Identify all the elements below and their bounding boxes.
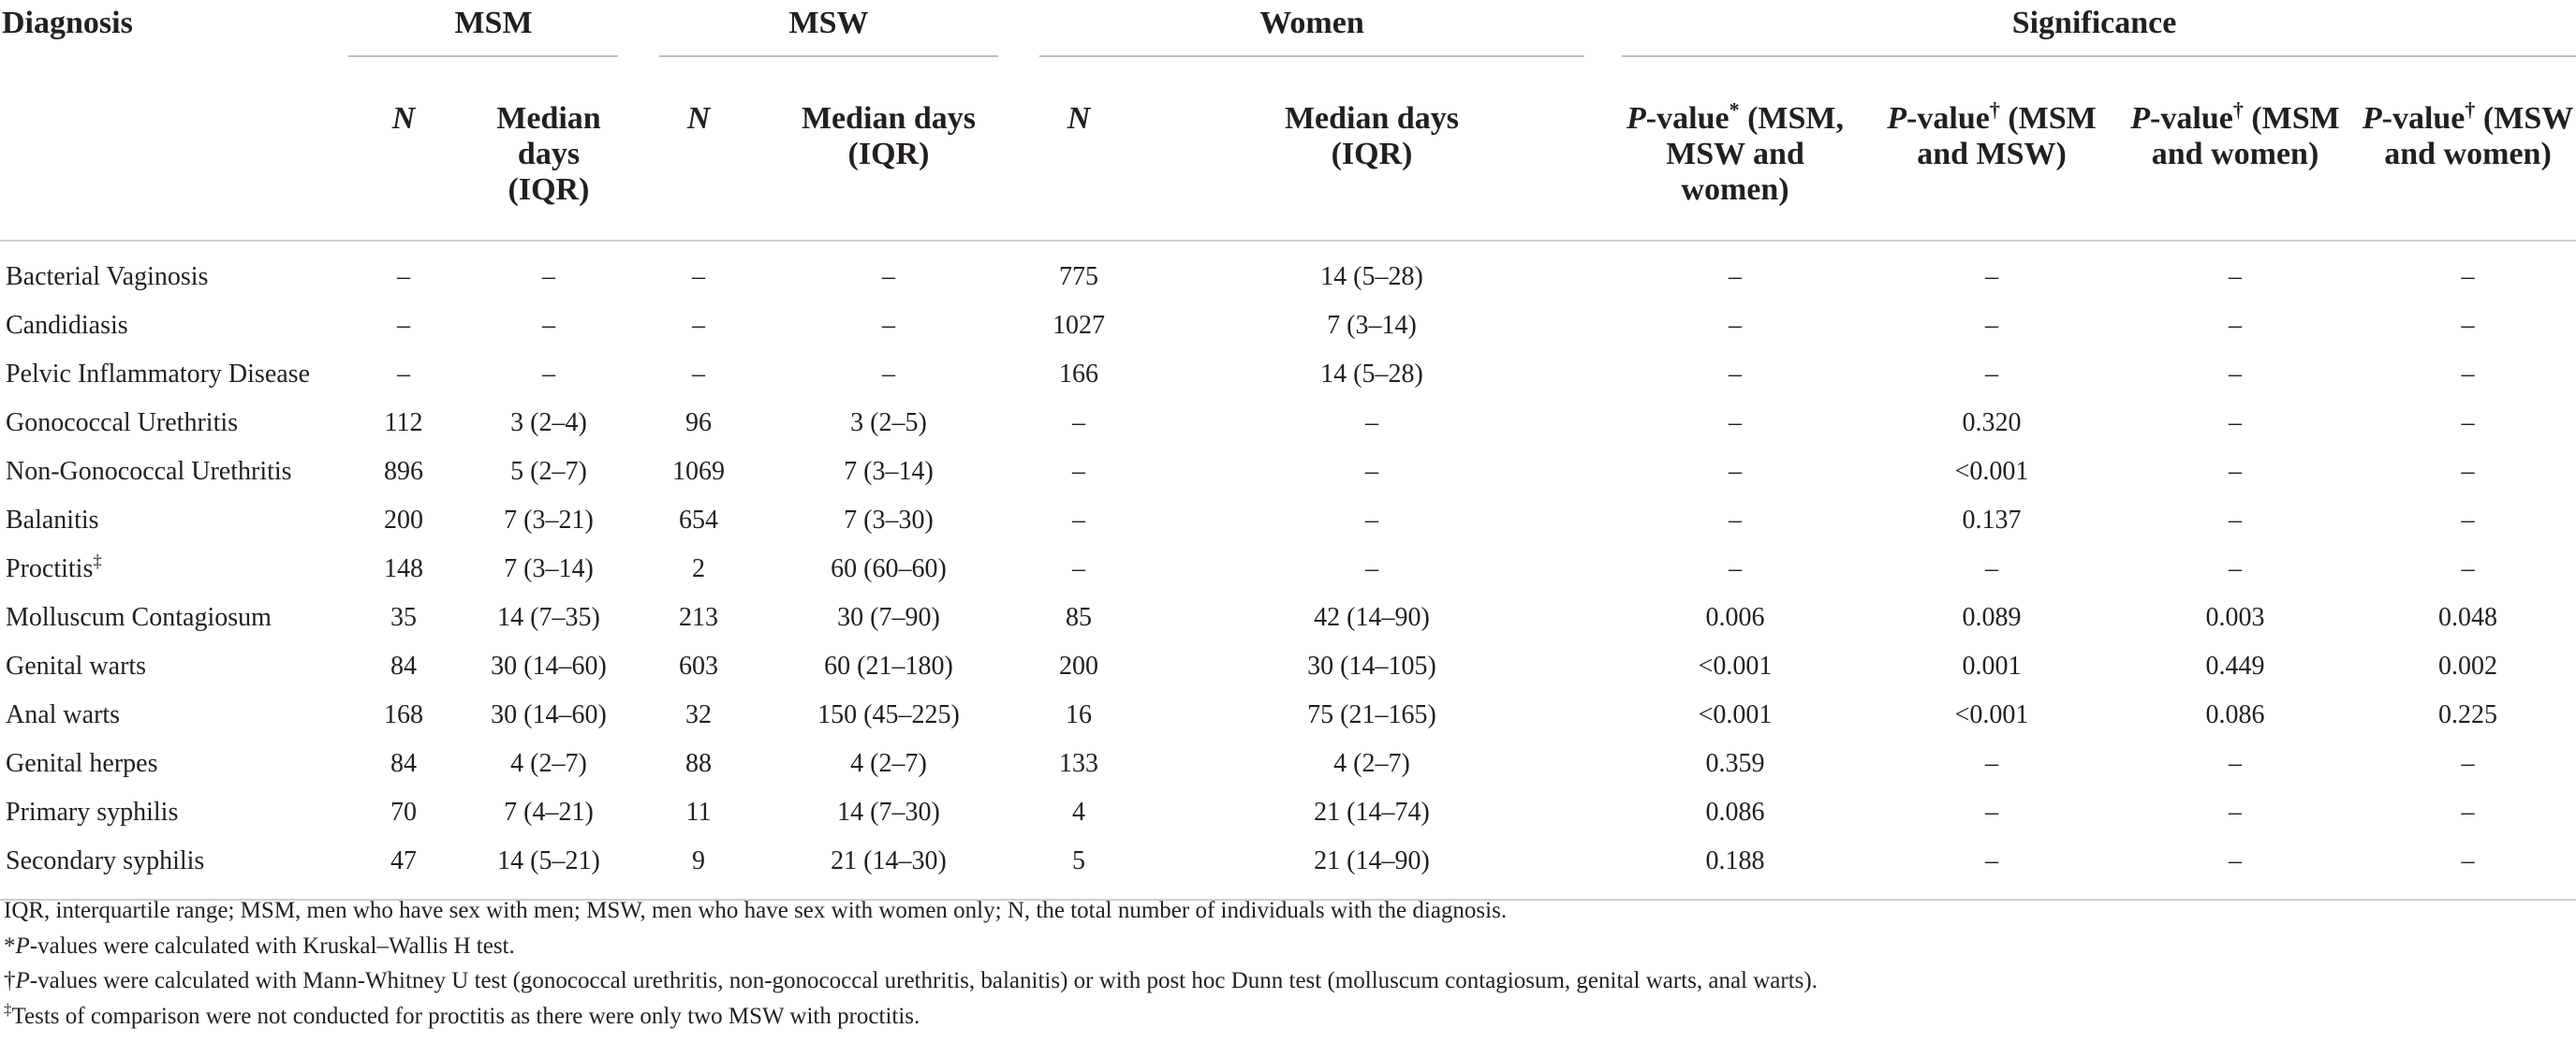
diagnosis-cell: Secondary syphilis [6, 846, 205, 875]
p-msm-msw-header: P-value† (MSM and MSW) [1887, 97, 2097, 171]
msw-group-header: MSW [788, 6, 869, 40]
msw-median-cell: 150 (45–225) [817, 700, 960, 729]
p-msw-women-header: P-value† (MSW and women) [2362, 97, 2574, 171]
msm-group-header: MSM [454, 6, 533, 40]
p-msm-women-cell: – [2229, 262, 2243, 291]
msm-n-cell: 70 [390, 798, 417, 827]
p-msw-women-cell: – [2461, 506, 2475, 535]
women-n-cell: 5 [1072, 846, 1085, 875]
msm-n-cell: 112 [384, 408, 423, 437]
women-median-header: Median days (IQR) [1284, 101, 1460, 171]
table-row [0, 691, 2576, 740]
table-row [0, 496, 2576, 545]
msm-n-header: N [391, 101, 416, 136]
msw-n-cell: 9 [692, 846, 705, 875]
p-msw-women-cell: – [2461, 749, 2475, 778]
msm-n-cell: 148 [384, 554, 423, 583]
p-msm-msw-cell: 0.320 [1962, 408, 2022, 437]
msw-n-cell: – [692, 360, 705, 389]
women-n-cell: 166 [1059, 360, 1098, 389]
msw-median-cell: – [882, 360, 895, 389]
p-msm-women-cell: – [2229, 457, 2243, 486]
diagnosis-cell: Genital warts [6, 652, 147, 681]
women-n-cell: – [1072, 506, 1085, 535]
msm-median-cell: 14 (7–35) [497, 603, 600, 632]
msw-n-cell: – [692, 311, 705, 340]
diagnosis-cell: Proctitis‡ [6, 551, 102, 583]
diagnosis-cell: Gonococcal Urethritis [6, 408, 239, 437]
msm-n-cell: – [397, 262, 410, 291]
p-msm-msw-cell: <0.001 [1954, 457, 2029, 486]
msm-median-cell: 30 (14–60) [491, 700, 607, 729]
women-n-cell: 775 [1059, 262, 1098, 291]
women-median-cell: – [1365, 457, 1378, 486]
p-msw-women-cell: – [2461, 408, 2475, 437]
significance-header: Significance [2011, 6, 2177, 40]
women-median-cell: 75 (21–165) [1307, 700, 1436, 729]
diagnosis-header: Diagnosis [2, 6, 133, 40]
women-n-cell: 200 [1059, 652, 1098, 681]
msm-median-cell: – [542, 262, 555, 291]
msm-median-cell: 30 (14–60) [491, 652, 607, 681]
women-underline [1039, 55, 1584, 57]
msw-n-cell: 1069 [672, 457, 725, 486]
msw-median-cell: 60 (60–60) [831, 554, 947, 583]
msm-median-cell: 3 (2–4) [510, 408, 587, 437]
women-n-cell: 133 [1059, 749, 1098, 778]
msw-median-cell: 7 (3–14) [844, 457, 934, 486]
msw-n-cell: 603 [679, 652, 718, 681]
msm-n-cell: 84 [390, 749, 417, 778]
diagnosis-cell: Bacterial Vaginosis [6, 262, 209, 291]
msw-median-cell: 4 (2–7) [850, 749, 927, 778]
p-msm-women-cell: – [2229, 554, 2243, 583]
table-row [0, 642, 2576, 691]
p-msm-msw-cell: – [1985, 554, 1999, 583]
msw-median-cell: 60 (21–180) [824, 652, 953, 681]
msw-median-cell: 3 (2–5) [850, 408, 927, 437]
women-median-cell: – [1365, 554, 1378, 583]
msm-median-cell: 7 (3–21) [504, 506, 594, 535]
women-n-cell: 16 [1066, 700, 1092, 729]
diagnosis-cell: Candidiasis [6, 311, 128, 340]
p-msm-women-cell: – [2229, 506, 2243, 535]
p-msm-women-cell: 0.003 [2205, 603, 2265, 632]
women-median-cell: 21 (14–74) [1314, 798, 1430, 827]
msm-n-cell: – [397, 311, 410, 340]
p-all-cell: – [1729, 506, 1743, 535]
p-all-cell: – [1729, 408, 1743, 437]
column-header-row [0, 69, 2576, 241]
table-row [0, 448, 2576, 496]
footnote-kruskal-wallis: *P-values were calculated with Kruskal–Wallis H test. [4, 933, 515, 959]
p-msm-msw-cell: – [1985, 311, 1999, 340]
p-msm-women-cell: 0.449 [2205, 652, 2265, 681]
msm-n-cell: 35 [390, 603, 417, 632]
table-row [0, 837, 2576, 886]
msm-median-cell: – [542, 360, 555, 389]
diagnosis-cell: Primary syphilis [6, 798, 179, 827]
msw-n-cell: – [692, 262, 705, 291]
msw-median-cell: 14 (7–30) [837, 798, 940, 827]
msm-n-cell: 896 [384, 457, 423, 486]
group-underline-row [0, 43, 2576, 69]
women-n-cell: 85 [1066, 603, 1092, 632]
p-msm-msw-cell: <0.001 [1954, 700, 2029, 729]
women-median-cell: 4 (2–7) [1333, 749, 1410, 778]
p-msm-women-cell: – [2229, 311, 2243, 340]
p-all-cell: 0.188 [1705, 846, 1765, 875]
p-all-cell: – [1729, 360, 1743, 389]
table-row [0, 301, 2576, 350]
women-n-cell: – [1072, 457, 1085, 486]
footnote-proctitis: ‡Tests of comparison were not conducted for proctitis as there were only two MSW with proctitis. [4, 1000, 920, 1029]
p-all-cell: <0.001 [1698, 652, 1773, 681]
table-row [0, 594, 2576, 642]
diagnosis-cell: Non-Gonococcal Urethritis [6, 457, 292, 486]
msm-n-cell: 168 [384, 700, 423, 729]
msw-median-cell: 7 (3–30) [844, 506, 934, 535]
women-group-header: Women [1259, 6, 1364, 40]
women-median-cell: 7 (3–14) [1327, 311, 1417, 340]
msm-median-header: Median days (IQR) [496, 101, 601, 207]
msw-n-cell: 32 [685, 700, 712, 729]
p-msm-msw-cell: – [1985, 846, 1999, 875]
women-median-cell: 42 (14–90) [1314, 603, 1430, 632]
p-all-cell: 0.359 [1705, 749, 1765, 778]
p-msw-women-cell: – [2461, 311, 2475, 340]
p-all-cell: – [1729, 457, 1743, 486]
msw-median-header: Median days (IQR) [801, 101, 977, 171]
women-median-cell: – [1365, 506, 1378, 535]
p-all-cell: <0.001 [1698, 700, 1773, 729]
women-n-header: N [1067, 101, 1091, 136]
table-body [0, 253, 2576, 886]
msw-n-cell: 654 [679, 506, 718, 535]
p-msm-women-header: P-value† (MSM and women) [2130, 97, 2340, 171]
p-msm-women-cell: 0.086 [2205, 700, 2265, 729]
diagnosis-cell: Molluscum Contagiosum [6, 603, 272, 632]
diagnosis-cell: Anal warts [6, 700, 121, 729]
table-row [0, 740, 2576, 788]
p-msw-women-cell: – [2461, 262, 2475, 291]
table-row [0, 545, 2576, 594]
msw-n-cell: 88 [685, 749, 712, 778]
msm-median-cell: – [542, 311, 555, 340]
women-median-cell: 14 (5–28) [1320, 360, 1423, 389]
women-median-cell: – [1365, 408, 1378, 437]
p-msm-msw-cell: – [1985, 749, 1999, 778]
msw-median-cell: 21 (14–30) [831, 846, 947, 875]
p-msm-women-cell: – [2229, 749, 2243, 778]
table-row [0, 788, 2576, 837]
msw-median-cell: – [882, 311, 895, 340]
msm-n-cell: 84 [390, 652, 417, 681]
p-msm-msw-cell: – [1985, 360, 1999, 389]
p-all-cell: – [1729, 262, 1743, 291]
msw-median-cell: 30 (7–90) [837, 603, 940, 632]
msm-n-cell: – [397, 360, 410, 389]
msm-median-cell: 14 (5–21) [497, 846, 600, 875]
p-all-cell: – [1729, 554, 1743, 583]
p-all-header: P-value* (MSM, MSW and women) [1627, 97, 1844, 207]
p-msm-msw-cell: 0.001 [1962, 652, 2022, 681]
p-msw-women-cell: – [2461, 360, 2475, 389]
p-msm-msw-cell: – [1985, 798, 1999, 827]
diagnosis-cell: Balanitis [6, 506, 99, 535]
msw-n-header: N [686, 101, 711, 136]
p-msm-msw-cell: – [1985, 262, 1999, 291]
p-msw-women-cell: – [2461, 798, 2475, 827]
msw-n-cell: 213 [679, 603, 718, 632]
footnote-abbreviations: IQR, interquartile range; MSM, men who have sex with men; MSW, men who have sex with women only; N, the total number of individuals with the diagnosis. [4, 898, 1508, 923]
p-msw-women-cell: 0.225 [2438, 700, 2498, 729]
diagnosis-cell: Pelvic Inflammatory Disease [6, 360, 311, 389]
p-msm-women-cell: – [2229, 798, 2243, 827]
p-msm-msw-cell: 0.137 [1962, 506, 2022, 535]
table-row [0, 399, 2576, 448]
p-msw-women-cell: 0.002 [2438, 652, 2498, 681]
p-msw-women-cell: – [2461, 554, 2475, 583]
women-median-cell: 30 (14–105) [1307, 652, 1436, 681]
women-n-cell: 1027 [1052, 311, 1105, 340]
msw-n-cell: 2 [692, 554, 705, 583]
table-footnotes [4, 897, 2569, 1037]
women-median-cell: 14 (5–28) [1320, 262, 1423, 291]
msm-underline [348, 55, 618, 57]
women-n-cell: – [1072, 408, 1085, 437]
table-row [0, 253, 2576, 301]
msm-median-cell: 7 (4–21) [504, 798, 594, 827]
women-n-cell: – [1072, 554, 1085, 583]
msm-median-cell: 4 (2–7) [510, 749, 587, 778]
women-median-cell: 21 (14–90) [1314, 846, 1430, 875]
p-msm-women-cell: – [2229, 408, 2243, 437]
p-msm-women-cell: – [2229, 360, 2243, 389]
p-msw-women-cell: – [2461, 846, 2475, 875]
msm-median-cell: 5 (2–7) [510, 457, 587, 486]
msw-n-cell: 96 [685, 408, 712, 437]
table-row [0, 350, 2576, 399]
msw-median-cell: – [882, 262, 895, 291]
msm-median-cell: 7 (3–14) [504, 554, 594, 583]
group-header-row [0, 0, 2576, 43]
p-all-cell: 0.006 [1705, 603, 1765, 632]
diagnosis-cell: Genital herpes [6, 749, 158, 778]
p-all-cell: 0.086 [1705, 798, 1765, 827]
p-msm-msw-cell: 0.089 [1962, 603, 2022, 632]
p-all-cell: – [1729, 311, 1743, 340]
footnote-mann-whitney: †P-values were calculated with Mann-Whitney U test (gonococcal urethritis, non-gonococcal urethritis, balanitis) or with post hoc Dunn test (molluscum contagiosum, genital warts, anal warts). [4, 968, 1818, 993]
msm-n-cell: 200 [384, 506, 423, 535]
women-n-cell: 4 [1072, 798, 1085, 827]
p-msm-women-cell: – [2229, 846, 2243, 875]
p-msw-women-cell: – [2461, 457, 2475, 486]
msw-n-cell: 11 [685, 798, 712, 827]
significance-underline [1622, 55, 2576, 57]
msw-underline [659, 55, 998, 57]
msm-n-cell: 47 [390, 846, 417, 875]
p-msw-women-cell: 0.048 [2438, 603, 2498, 632]
